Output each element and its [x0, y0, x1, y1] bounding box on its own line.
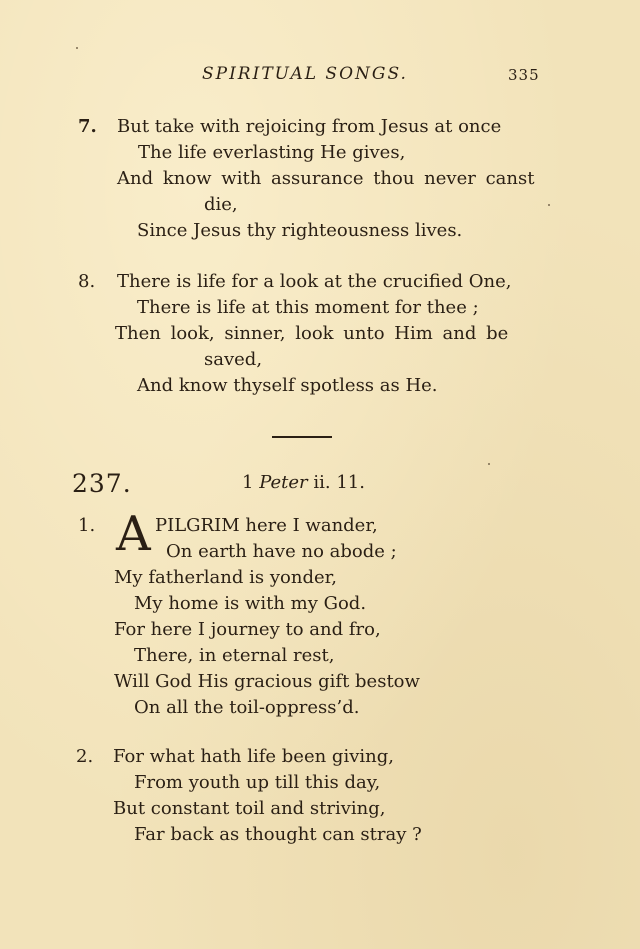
- verse-line: There is life at this moment for thee ;: [137, 297, 479, 318]
- reference-book: Peter: [259, 472, 308, 493]
- verse-line: There, in eternal rest,: [134, 645, 335, 666]
- verse-line: For what hath life been giving,: [113, 746, 394, 767]
- verse-line: But constant toil and striving,: [113, 798, 386, 819]
- paper-speck: [488, 463, 490, 465]
- verse-line: The life everlasting He gives,: [138, 142, 406, 163]
- verse-line: From youth up till this day,: [134, 772, 381, 793]
- verse-line: saved,: [204, 349, 263, 370]
- verse-number: 7.: [78, 116, 97, 137]
- verse-number: 8.: [78, 271, 96, 292]
- verse-line: But take with rejoicing from Jesus at once: [117, 116, 502, 137]
- verse-line: And know with assurance thou never canst: [117, 168, 535, 189]
- verse-line: My fatherland is yonder,: [114, 567, 337, 588]
- verse-number: 2.: [76, 746, 94, 767]
- running-header: SPIRITUAL SONGS.: [202, 64, 408, 84]
- paper-speck: [548, 204, 550, 206]
- page-number: 335: [508, 66, 540, 84]
- hymn-number: 237.: [72, 469, 132, 498]
- verse-line: On earth have no abode ;: [166, 541, 397, 562]
- reference-prefix: 1: [242, 472, 260, 493]
- verse-line: PILGRIM here I wander,: [155, 515, 378, 536]
- verse-line: die,: [204, 194, 238, 215]
- verse-line: And know thyself spotless as He.: [137, 375, 438, 396]
- verse-number: 1.: [78, 515, 96, 536]
- verse-line: For here I journey to and fro,: [114, 619, 381, 640]
- paper-speck: [76, 47, 78, 49]
- verse-line: Since Jesus thy righteousness lives.: [137, 220, 463, 241]
- section-divider: [272, 436, 332, 438]
- scripture-reference: [242, 472, 365, 493]
- verse-line: On all the toil-oppress’d.: [134, 697, 360, 718]
- verse-line: Then look, sinner, look unto Him and be: [115, 323, 509, 344]
- verse-line: Far back as thought can stray ?: [134, 824, 422, 845]
- drop-cap: A: [116, 506, 151, 562]
- verse-line: There is life for a look at the crucified One,: [117, 271, 512, 292]
- verse-line: Will God His gracious gift bestow: [114, 671, 420, 692]
- reference-suffix: ii. 11.: [307, 472, 365, 493]
- verse-line: My home is with my God.: [134, 593, 367, 614]
